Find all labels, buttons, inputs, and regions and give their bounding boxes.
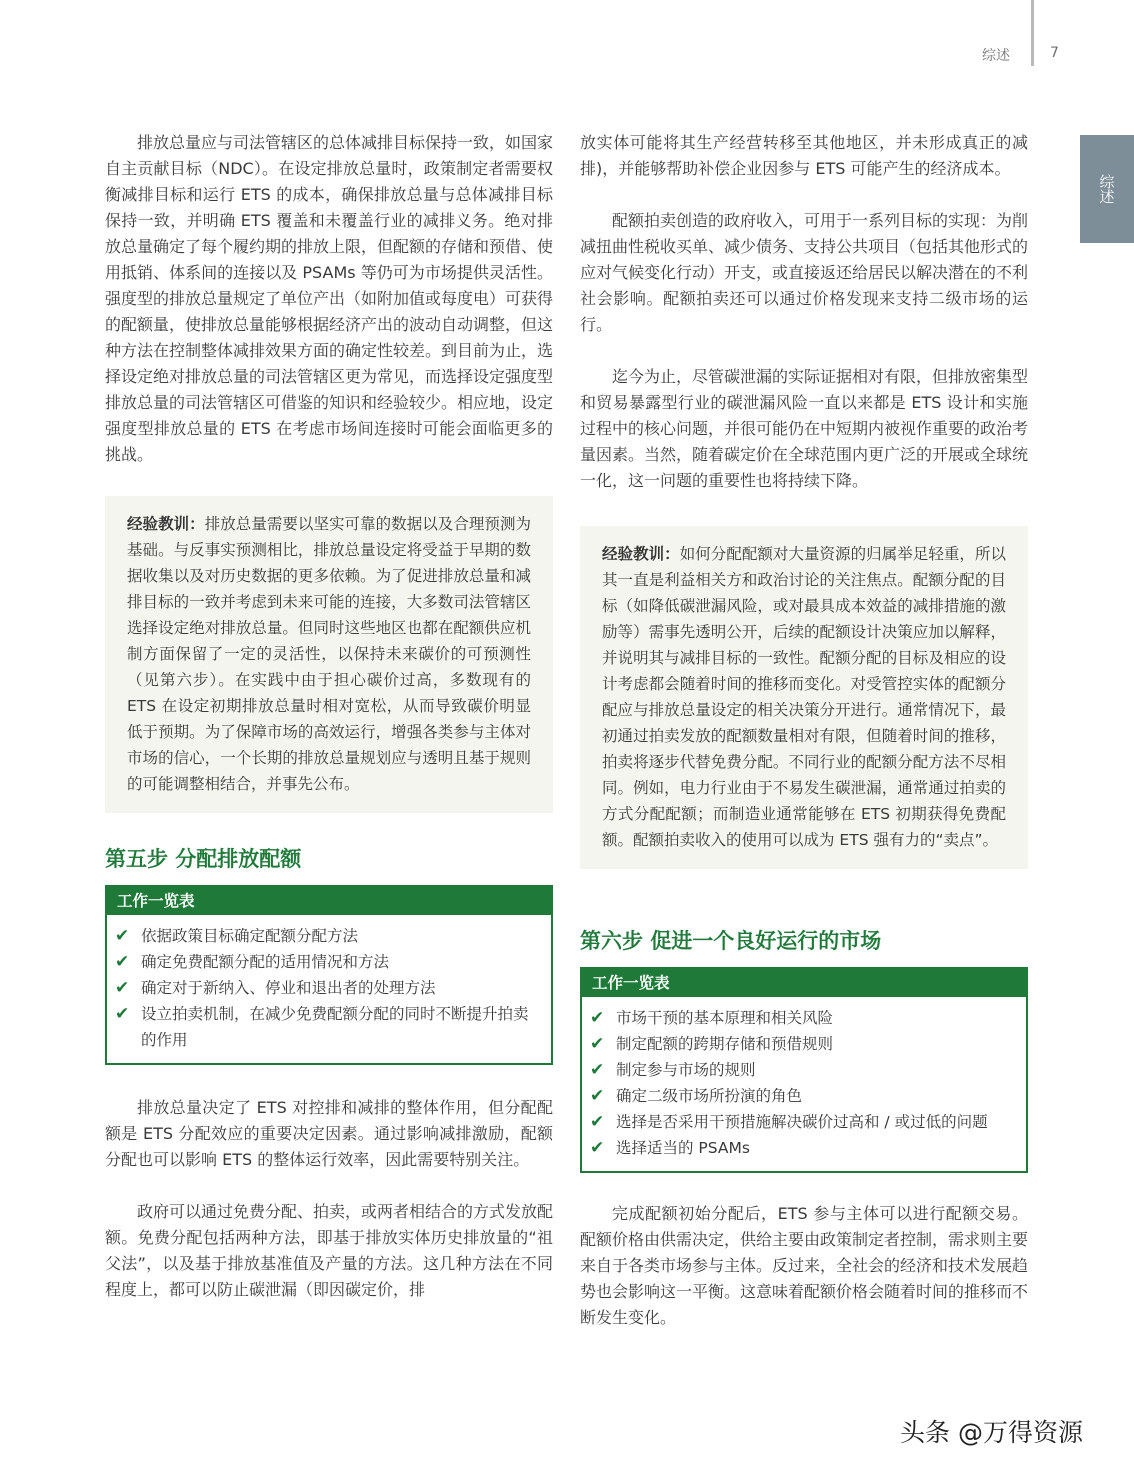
worklist-title: 工作一览表 bbox=[107, 887, 551, 915]
worklist-item-text: 设立拍卖机制，在减少免费配额分配的同时不断提升拍卖的作用 bbox=[141, 1005, 529, 1049]
worklist-item bbox=[590, 1031, 1016, 1057]
lesson-text: 排放总量需要以坚实可靠的数据以及合理预测为基础。与反事实预测相比，排放总量设定将受益于早期的数据收集以及对历史数据的更多依赖。为了促进排放总量和减排目标的一致并考虑到未来可能的连接，大多数司法管辖区选择设定绝对排放总量。但同时这些地区也都在配额供应机制方面保留了一定的灵活性，以保持未来碳价的可预测性（见第六步）。在实践中由于担心碳价过高，多数现有的 ETS 在设定初期排放总量时相对宽松，从而导致碳价明显低于预期。为了保障市场的高效运行，增强各类参与主体对市场的信心，一个长期的排放总量规划应与透明且基于规则的可能调整相结合，并事先公布。 bbox=[127, 515, 531, 793]
worklist-item-text: 选择适当的 PSAMs bbox=[616, 1139, 750, 1157]
step6-heading: 第六步 促进一个良好运行的市场 bbox=[580, 929, 882, 953]
side-chapter-tab[interactable] bbox=[1080, 135, 1134, 243]
lesson-box bbox=[105, 496, 553, 813]
worklist-item-text: 制定配额的跨期存储和预借规则 bbox=[616, 1035, 834, 1053]
paragraph: 放实体可能将其生产经营转移至其他地区，并未形成真正的减排)，并能够帮助补偿企业因参与 ETS 可能产生的经济成本。 bbox=[580, 133, 1028, 178]
watermark: 头条 @万得资源 bbox=[900, 1418, 1083, 1447]
worklist-box bbox=[580, 967, 1028, 1173]
worklist-item bbox=[590, 1057, 1016, 1083]
worklist-item bbox=[590, 1005, 1016, 1031]
check-icon: ✔ bbox=[115, 952, 130, 972]
worklist-item-text: 确定对于新纳入、停业和退出者的处理方法 bbox=[141, 979, 436, 997]
paragraph: 完成配额初始分配后，ETS 参与主体可以进行配额交易。配额价格由供需决定，供给主要由政策制定者控制，需求则主要来自于各类市场参与主体。反过来，全社会的经济和技术发展趋势也会影响这一平衡。这意味着配额价格会随着时间的推移而不断发生变化。 bbox=[580, 1204, 1029, 1327]
check-icon: ✔ bbox=[115, 1004, 130, 1024]
paragraph: 排放总量应与司法管辖区的总体减排目标保持一致，如国家自主贡献目标（NDC）。在设定排放总量时，政策制定者需要权衡减排目标和运行 ETS 的成本，确保排放总量与总体减排目标保持一致，并明确 ETS 覆盖和未覆盖行业的减排义务。绝对排放总量确定了每个履约期的排放上限，但配额的存储和预借、使用抵销、体系间的连接以及 PSAMs 等仍可为市场提供灵活性。强度型的排放总量规定了单位产出（如附加值或每度电）可获得的配额量，使排放总量能够根据经济产出的波动自动调整，但这种方法在控制整体减排效果方面的确定性较差。到目前为止，选择设定绝对排放总量的司法管辖区更为常见，而选择设定强度型排放总量的司法管辖区可借鉴的知识和经验较少。相应地，设定强度型排放总量的 ETS 在考虑市场间连接时可能会面临更多的挑战。 bbox=[105, 133, 554, 464]
lesson-label: 经验教训： bbox=[127, 515, 205, 533]
worklist-item-text: 确定二级市场所扮演的角色 bbox=[616, 1087, 803, 1105]
worklist-item-text: 选择是否采用干预措施解决碳价过高和 / 或过低的问题 bbox=[616, 1113, 988, 1131]
left-column bbox=[105, 130, 553, 1303]
paragraph: 政府可以通过免费分配、拍卖，或两者相结合的方式发放配额。免费分配包括两种方法，即基于排放实体历史排放量的“祖父法”，以及基于排放基准值及产量的方法。这几种方法在不同程度上，都可以防止碳泄漏（即因碳定价，排 bbox=[105, 1202, 554, 1299]
worklist-item bbox=[590, 1083, 1016, 1109]
worklist-item bbox=[115, 975, 541, 1001]
check-icon: ✔ bbox=[590, 1060, 605, 1080]
worklist-item bbox=[115, 1001, 541, 1053]
check-icon: ✔ bbox=[590, 1008, 605, 1028]
side-tab-label: 综述 bbox=[1097, 174, 1116, 204]
check-icon: ✔ bbox=[590, 1112, 605, 1132]
worklist-box bbox=[105, 885, 553, 1065]
header-divider bbox=[1031, 0, 1034, 66]
check-icon: ✔ bbox=[590, 1086, 605, 1106]
paragraph: 配额拍卖创造的政府收入，可用于一系列目标的实现：为削减扭曲性税收买单、减少债务、支持公共项目（包括其他形式的应对气候变化行动）开支，或直接返还给居民以解决潜在的不利社会影响。配额拍卖还可以通过价格发现来支持二级市场的运行。 bbox=[580, 211, 1029, 334]
worklist-item bbox=[590, 1109, 1016, 1135]
worklist-item-text: 制定参与市场的规则 bbox=[616, 1061, 756, 1079]
worklist-item-text: 确定免费配额分配的适用情况和方法 bbox=[141, 953, 390, 971]
page-number: 7 bbox=[1050, 45, 1059, 61]
worklist bbox=[582, 997, 1026, 1171]
right-column bbox=[580, 130, 1028, 1331]
check-icon: ✔ bbox=[590, 1138, 605, 1158]
lesson-text: 如何分配配额对大量资源的归属举足轻重，所以其一直是利益相关方和政治讨论的关注焦点。配额分配的目标（如降低碳泄漏风险，或对最具成本效益的减排措施的激励等）需事先透明公开，后续的配额设计决策应加以解释，并说明其与减排目标的一致性。配额分配的目标及相应的设计考虑都会随着时间的推移而变化。对受管控实体的配额分配应与排放总量设定的相关决策分开进行。通常情况下，最初通过拍卖发放的配额数量相对有限，但随着时间的推移，拍卖将逐步代替免费分配。不同行业的配额分配方法不尽相同。例如，电力行业由于不易发生碳泄漏，通常通过拍卖的方式分配配额；而制造业通常能够在 ETS 初期获得免费配额。配额拍卖收入的使用可以成为 ETS 强有力的“卖点”。 bbox=[602, 545, 1006, 849]
worklist-item bbox=[590, 1135, 1016, 1161]
running-header-section: 综述 bbox=[982, 48, 1010, 64]
lesson-box bbox=[580, 526, 1028, 869]
worklist-item-text: 依据政策目标确定配额分配方法 bbox=[141, 927, 359, 945]
worklist-item bbox=[115, 923, 541, 949]
check-icon: ✔ bbox=[115, 978, 130, 998]
lesson-label: 经验教训： bbox=[602, 545, 680, 563]
step5-heading: 第五步 分配排放配额 bbox=[105, 847, 302, 871]
worklist-item bbox=[115, 949, 541, 975]
check-icon: ✔ bbox=[590, 1034, 605, 1054]
worklist bbox=[107, 915, 551, 1063]
worklist-item-text: 市场干预的基本原理和相关风险 bbox=[616, 1009, 834, 1027]
paragraph: 迄今为止，尽管碳泄漏的实际证据相对有限，但排放密集型和贸易暴露型行业的碳泄漏风险一直以来都是 ETS 设计和实施过程中的核心问题，并很可能仍在中短期内被视作重要的政治考量因素。当然，随着碳定价在全球范围内更广泛的开展或全球统一化，这一问题的重要性也将持续下降。 bbox=[580, 367, 1029, 490]
check-icon: ✔ bbox=[115, 926, 130, 946]
worklist-title: 工作一览表 bbox=[582, 969, 1026, 997]
paragraph: 排放总量决定了 ETS 对控排和减排的整体作用，但分配配额是 ETS 分配效应的重要决定因素。通过影响减排激励，配额分配也可以影响 ETS 的整体运行效率，因此需要特别关注。 bbox=[105, 1098, 553, 1169]
